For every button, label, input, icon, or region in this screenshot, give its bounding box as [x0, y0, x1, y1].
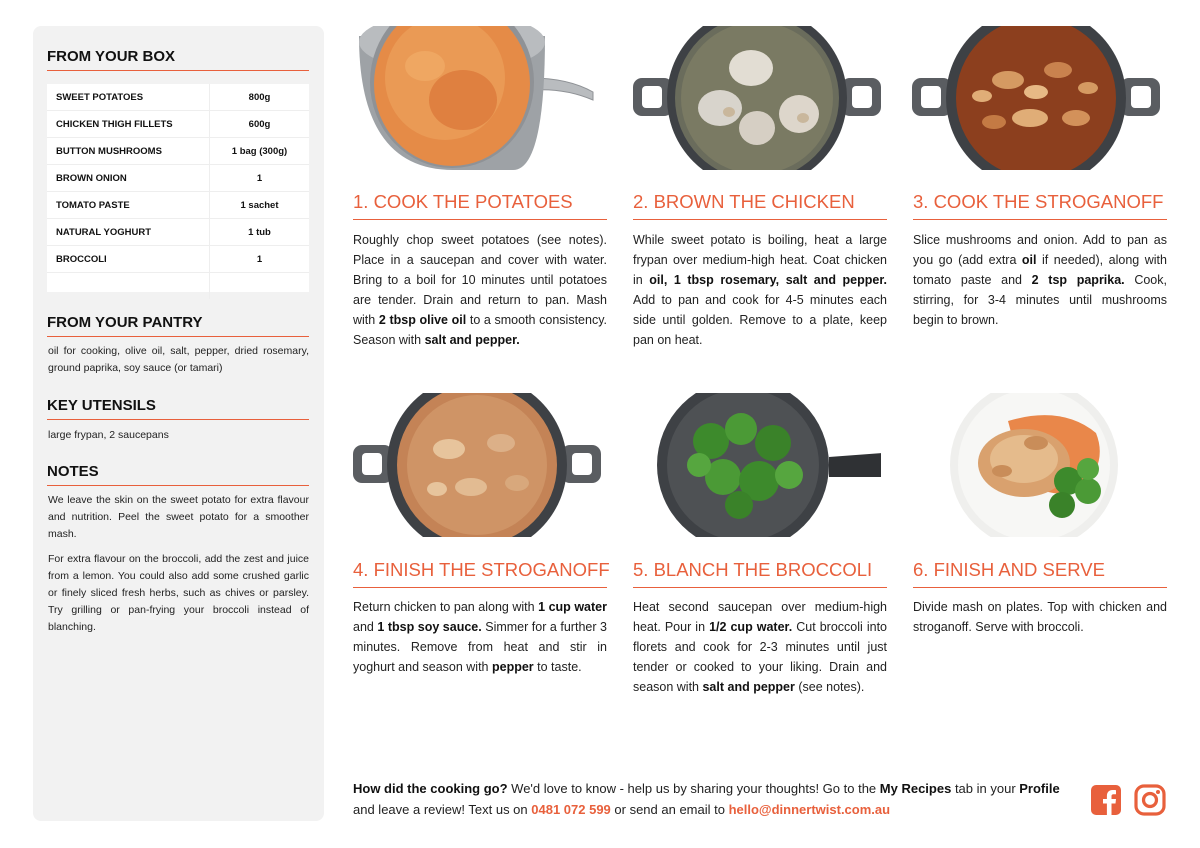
profile-label: Profile — [1019, 781, 1060, 796]
from-your-pantry-heading: FROM YOUR PANTRY — [47, 314, 309, 337]
table-row — [47, 246, 309, 273]
pantry-text: oil for cooking, olive oil, salt, pepper, dried rosemary, ground paprika, soy sauce (or tamari) — [48, 345, 309, 374]
table-row — [47, 138, 309, 165]
ingredients-sidebar — [33, 26, 324, 821]
ingredient-qty: 1 bag (300g) — [209, 138, 309, 164]
step-5-text: Heat second saucepan over medium-high heat. Pour in 1/2 cup water. Cut broccoli into florets and cook for 2-3 minutes until just tender or cooked to your liking. Drain and season with salt and pepper (see notes). — [633, 600, 887, 694]
ingredient-name: SWEET POTATOES — [56, 91, 144, 103]
table-row — [47, 219, 309, 246]
phone-link[interactable]: 0481 072 599 — [531, 802, 611, 817]
ingredient-qty: 1 — [209, 165, 309, 191]
table-row — [47, 165, 309, 192]
step-4-title: 4. FINISH THE STROGANOFF — [353, 559, 607, 588]
my-recipes-label: My Recipes — [879, 781, 952, 796]
table-row — [47, 192, 309, 219]
step-2-image — [633, 26, 881, 170]
ingredient-name: TOMATO PASTE — [56, 199, 130, 211]
step-5-title: 5. BLANCH THE BROCCOLI — [633, 559, 887, 588]
step-1-image — [353, 26, 601, 170]
step-4-text: Return chicken to pan along with 1 cup water and 1 tbsp soy sauce. Simmer for a further 3 minutes. Remove from heat and stir in yoghurt and season with pepper to taste. — [353, 600, 607, 674]
notes-heading: NOTES — [47, 463, 309, 486]
step-1-text: Roughly chop sweet potatoes (see notes). Place in a saucepan and cover with water. Bring to a boil for 10 minutes until potatoes are tender. Drain and return to pan. Mash with 2 tbsp olive oil to a smooth consistency. Season with salt and pepper. — [353, 233, 607, 347]
step-2-text: While sweet potato is boiling, heat a large frypan over medium-high heat. Coat chicken in oil, 1 tbsp rosemary, salt and pepper. Add to pan and cook for 4-5 minutes each side until golden. Remove to a plate, keep pan on heat. — [633, 233, 888, 347]
ingredient-qty: 600g — [209, 111, 309, 137]
step-2-title: 2. BROWN THE CHICKEN — [633, 191, 887, 220]
ingredient-name: BUTTON MUSHROOMS — [56, 145, 162, 157]
step-1-title: 1. COOK THE POTATOES — [353, 191, 607, 220]
ingredient-qty: 1 tub — [209, 219, 309, 245]
ingredient-qty: 1 sachet — [209, 192, 309, 218]
ingredient-name: CHICKEN THIGH FILLETS — [56, 118, 173, 130]
step-3-text: Slice mushrooms and onion. Add to pan as you go (add extra oil if needed), along with tomato paste and 2 tsp paprika. Cook, stirring, for 3-4 minutes until mushrooms begin to brown. — [913, 233, 1167, 327]
step-3-image — [912, 26, 1160, 170]
table-row — [47, 111, 309, 138]
notes-paragraph-2: For extra flavour on the broccoli, add the zest and juice from a lemon. You could also add some crushed garlic or finely sliced fresh herbs, such as chives or parsley. Try grilling or pan-frying your broccoli instead of blanching. — [48, 553, 309, 633]
from-your-box-heading: FROM YOUR BOX — [47, 48, 309, 71]
feedback-footer: How did the cooking go? We'd love to know - help us by sharing your thoughts! Go to the My Recipes tab in your Profile and leave a review! Text us on 0481 072 599 or send an email to hello@dinnertwist.com.au — [353, 781, 1060, 817]
ingredient-name: NATURAL YOGHURT — [56, 226, 151, 238]
table-row — [47, 84, 309, 111]
notes-paragraph-1: We leave the skin on the sweet potato for extra flavour and nutrition. Peel the sweet potato for a smoother mash. — [48, 494, 309, 540]
key-utensils-heading: KEY UTENSILS — [47, 397, 309, 420]
instagram-icon[interactable] — [1134, 784, 1166, 816]
step-5-image — [633, 393, 881, 537]
step-4-image — [353, 393, 601, 537]
ingredient-name: BROWN ONION — [56, 172, 127, 184]
utensils-text: large frypan, 2 saucepans — [48, 429, 169, 441]
step-6-title: 6. FINISH AND SERVE — [913, 559, 1167, 588]
step-6-image — [912, 393, 1160, 537]
ingredients-table — [47, 84, 309, 292]
ingredient-name: BROCCOLI — [56, 253, 107, 265]
email-link[interactable]: hello@dinnertwist.com.au — [728, 802, 891, 817]
footer-question: How did the cooking go? — [353, 781, 508, 796]
step-6-text: Divide mash on plates. Top with chicken and stroganoff. Serve with broccoli. — [913, 600, 1167, 634]
step-3-title: 3. COOK THE STROGANOFF — [913, 191, 1167, 220]
ingredient-qty: 1 — [209, 246, 309, 272]
table-row-empty — [47, 273, 309, 299]
facebook-icon[interactable] — [1090, 784, 1122, 816]
ingredient-qty: 800g — [209, 84, 309, 110]
